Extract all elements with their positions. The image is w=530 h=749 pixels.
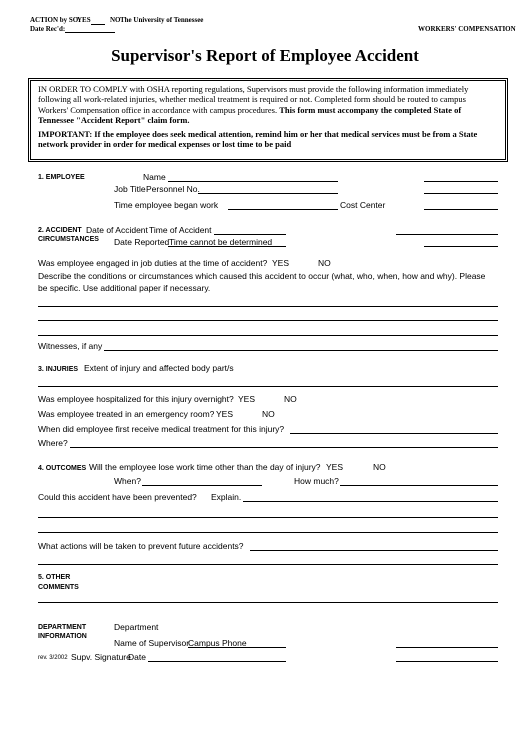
personnel-no-field[interactable] [424, 193, 498, 194]
when-treated-question: When did employee first receive medical treatment for this injury? [38, 424, 285, 434]
date-received-line[interactable] [65, 32, 115, 33]
when-label: When? [114, 476, 141, 486]
hospitalized-yes[interactable]: YES [238, 394, 256, 404]
campus-phone-field[interactable] [396, 647, 498, 648]
explain-field-3[interactable] [38, 532, 498, 533]
emergency-room-question: Was employee treated in an emergency room? [38, 409, 215, 419]
personnel-no-label: Personnel No. [146, 184, 200, 194]
job-title-field[interactable] [198, 193, 338, 194]
date-field[interactable] [396, 661, 498, 662]
actions-field[interactable] [250, 550, 498, 551]
lose-time-question: Will the employee lose work time other than the day of injury? [89, 462, 321, 472]
revision-label: rev. 3/2002 [38, 655, 68, 661]
actions-field-2[interactable] [38, 564, 498, 565]
action-label: ACTION by SO: [30, 16, 81, 24]
witnesses-field[interactable] [104, 350, 498, 351]
extent-field[interactable] [38, 386, 498, 387]
describe-line-2: be specific. Use additional paper if necessary. [38, 283, 211, 293]
action-yes: YES [77, 16, 91, 24]
date-received-label: Date Rec'd: [30, 25, 66, 33]
notice-paragraph-1: IN ORDER TO COMPLY with OSHA reporting regulations, Supervisors must provide the following information immediately following all work-related injuries, whether medical treatment is required or not. Completed form should be routed to campus Workers' Compensation office in accordance with campus procedures. [38, 84, 469, 115]
supervisor-name-field[interactable] [188, 647, 286, 648]
other-section-label: 5. OTHER [38, 574, 71, 581]
employee-section-label: 1. EMPLOYEE [38, 174, 85, 181]
department-section-label: DEPARTMENT [38, 624, 87, 631]
date-of-accident-field[interactable] [396, 234, 498, 235]
time-reported-field[interactable] [424, 246, 498, 247]
emergency-room-no[interactable]: NO [262, 409, 275, 419]
how-much-label: How much? [294, 476, 339, 486]
hospitalized-question: Was employee hospitalized for this injury overnight? [38, 394, 234, 404]
campus-phone-label: Campus Phone [188, 638, 247, 648]
date-label: Date [128, 652, 146, 662]
information-section-label: INFORMATION [38, 633, 87, 640]
name-extra-field[interactable] [424, 181, 498, 182]
time-began-label: Time employee began work [114, 200, 219, 210]
cost-center-field[interactable] [424, 209, 498, 210]
engaged-no[interactable]: NO [318, 258, 331, 268]
lose-time-yes[interactable]: YES [326, 462, 344, 472]
engaged-question: Was employee engaged in job duties at the time of accident? [38, 258, 268, 268]
signature-field[interactable] [148, 661, 286, 662]
comments-section-label: COMMENTS [38, 584, 79, 591]
describe-field-3[interactable] [38, 335, 498, 336]
form-title: Supervisor's Report of Employee Accident [111, 46, 419, 65]
action-no: NO [110, 16, 121, 24]
describe-line-1: Describe the conditions or circumstances which caused this accident to occur (what, who, when, how and why). Please [38, 271, 486, 281]
name-field[interactable] [168, 181, 338, 182]
action-yes-line[interactable] [91, 24, 105, 25]
workers-comp-label: WORKERS' COMPENSATION [418, 25, 516, 33]
time-cannot-label: Time cannot be determined [169, 237, 273, 247]
emergency-room-yes[interactable]: YES [216, 409, 234, 419]
extent-label: Extent of injury and affected body part/s [84, 363, 234, 373]
actions-question: What actions will be taken to prevent future accidents? [38, 541, 244, 551]
outcomes-section-label: 4. OUTCOMES [38, 465, 87, 472]
prevented-question: Could this accident have been prevented? [38, 492, 197, 502]
when-treated-field[interactable] [290, 433, 498, 434]
engaged-yes[interactable]: YES [272, 258, 290, 268]
when-field[interactable] [142, 485, 262, 486]
supervisor-name-label: Name of Supervisor [114, 638, 190, 648]
hospitalized-no[interactable]: NO [284, 394, 297, 404]
name-label: Name [143, 172, 166, 182]
department-label: Department [114, 622, 159, 632]
time-began-field[interactable] [228, 209, 338, 210]
comments-field[interactable] [38, 602, 498, 603]
signature-label: Supv. Signature [71, 652, 131, 662]
notice-text [38, 84, 498, 149]
university-name: The University of Tennessee [120, 16, 204, 24]
explain-field-2[interactable] [38, 517, 498, 518]
job-title-label: Job Title [114, 184, 146, 194]
cost-center-label: Cost Center [340, 200, 386, 210]
witnesses-label: Witnesses, if any [38, 341, 103, 351]
where-field[interactable] [70, 447, 498, 448]
where-label: Where? [38, 438, 68, 448]
injuries-section-label: 3. INJURIES [38, 366, 79, 373]
describe-field-1[interactable] [38, 306, 498, 307]
time-of-accident-field[interactable] [214, 234, 286, 235]
describe-field-2[interactable] [38, 320, 498, 321]
explain-label: Explain. [211, 492, 242, 502]
notice-important: IMPORTANT: If the employee does seek medical attention, remind him or her that medical services must be from a State network provider in order for medical expenses or lost time to be paid [38, 128, 478, 150]
notice-paragraph-1-bold: This form must accompany the completed State of Tennessee "Accident Report" claim form. [38, 104, 462, 126]
date-reported-field[interactable] [168, 246, 286, 247]
how-much-field[interactable] [340, 485, 498, 486]
circumstances-label: CIRCUMSTANCES [38, 236, 99, 243]
date-of-accident-label: Date of Accident [86, 225, 148, 235]
date-reported-label: Date Reported [114, 237, 170, 247]
time-of-accident-label: Time of Accident [149, 225, 212, 235]
accident-section-label: 2. ACCIDENT [38, 227, 82, 234]
explain-field[interactable] [243, 501, 498, 502]
lose-time-no[interactable]: NO [373, 462, 386, 472]
